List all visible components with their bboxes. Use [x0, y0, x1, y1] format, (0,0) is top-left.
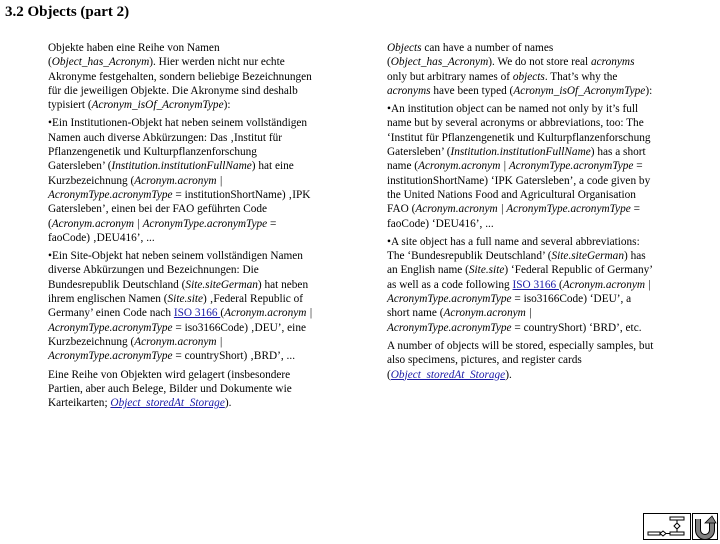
text-line [48, 249, 343, 263]
text-segment: also specimens, pictures, and register cards [387, 354, 582, 367]
text-line [48, 217, 343, 231]
text-segment: have been typed ( [430, 84, 514, 97]
text-segment: •An institution object can be named not only by it’s full [387, 103, 639, 116]
text-segment: ( [387, 368, 391, 381]
text-line [387, 292, 707, 306]
paragraph [387, 41, 707, 98]
text-segment: Objekte haben eine Reihe von Namen [48, 42, 220, 54]
u-turn-back-icon [693, 514, 717, 539]
text-line [48, 131, 343, 145]
text-line [387, 70, 707, 84]
italic-term: AcronymType.acronymType [387, 293, 512, 306]
text-line [48, 368, 343, 382]
text-segment: ihrem englischen Namen ( [48, 293, 168, 306]
slide-title: 3.2 Objects (part 2) [5, 4, 130, 20]
text-line [48, 145, 343, 159]
text-segment: Gatersleben’ ( [48, 160, 112, 173]
text-segment: ( [220, 307, 225, 320]
text-segment: = iso3166Code) ‘DEU’, a [511, 293, 632, 306]
text-line [387, 278, 707, 292]
text-line [387, 339, 707, 353]
paragraph [387, 102, 707, 231]
link[interactable]: Object_storedAt_Storage [110, 397, 225, 410]
text-segment: = iso3166Code) ‚DEU’, eine [172, 321, 306, 334]
text-line [48, 292, 343, 306]
text-segment: = [630, 203, 640, 216]
link[interactable]: Object_storedAt_Storage [390, 368, 506, 381]
text-line [48, 349, 343, 363]
text-segment: faoCode) ‘DEU416’, ... [387, 217, 494, 230]
italic-term: Institution.institutionFullName [450, 146, 591, 159]
text-line [387, 84, 707, 98]
text-line [48, 188, 343, 202]
italic-term: acronyms [387, 84, 431, 97]
italic-term: Object_has_Acronym [390, 56, 489, 69]
text-line [48, 55, 343, 69]
text-segment: Partien, aber auch Belege, Bilder und Dokumente wie [48, 382, 292, 395]
text-segment: the United Nations Food and Agricultural Organisation [387, 188, 636, 201]
text-segment: = [633, 160, 643, 173]
text-line [387, 159, 707, 173]
text-segment: •A site object has a full name and several abbreviations: [387, 235, 640, 248]
text-segment: Kurzbezeichnung ( [48, 335, 135, 348]
link[interactable]: ISO 3166 [173, 307, 221, 320]
text-line [48, 306, 343, 320]
text-line [48, 159, 343, 173]
italic-term: Site.site [468, 264, 505, 277]
text-line [48, 98, 343, 112]
text-segment: Bundesrepublik Deutschland ( [48, 278, 186, 291]
text-line [48, 278, 343, 292]
text-line [48, 174, 343, 188]
text-segment: an English name ( [387, 264, 469, 277]
italic-term: objects [512, 70, 545, 83]
text-segment: . That’s why the [544, 70, 618, 83]
italic-term: Acronym.acronym | [224, 307, 313, 320]
italic-term: Acronym_isOf_AcronymType [513, 84, 646, 97]
italic-term: Acronym.acronym | [562, 278, 651, 291]
text-segment: ). [505, 368, 512, 381]
text-segment: ). [224, 397, 232, 410]
text-segment: = [267, 217, 277, 230]
italic-term: acronyms [590, 56, 635, 69]
italic-term: Acronym.acronym | [134, 335, 223, 348]
italic-term: Objects [387, 42, 422, 54]
text-line [48, 231, 343, 245]
text-line [387, 263, 707, 277]
paragraph [48, 249, 343, 363]
text-segment: ) has [623, 250, 646, 263]
text-segment: name but by several acronyms or abbreviations, too: The [387, 117, 644, 130]
text-segment: Kurzbezeichnung ( [48, 174, 135, 187]
text-line [48, 263, 343, 277]
text-line [48, 335, 343, 349]
text-line [48, 382, 343, 396]
italic-term: AcronymType.acronymType [387, 321, 512, 334]
back-nav-button[interactable] [692, 513, 718, 540]
paragraph [48, 41, 343, 112]
text-line [387, 353, 707, 367]
italic-term: Site.siteGerman [185, 278, 258, 291]
text-line [387, 368, 707, 382]
text-segment: ( [387, 56, 391, 69]
text-line [48, 84, 343, 98]
text-segment: ). We do not store real [488, 56, 591, 69]
italic-term: Acronym.acronym | AcronymType.acronymType [418, 160, 634, 173]
text-line [387, 55, 707, 69]
text-segment: Pflanzengenetik und Kulturpflanzenforschung [48, 146, 257, 159]
text-line [387, 145, 707, 159]
italic-term: Acronym_isOf_AcronymType [91, 99, 224, 112]
text-segment: für die jeweiligen Objekte. Die Akronyme sind deshalb [48, 84, 298, 97]
paragraph [387, 235, 707, 335]
text-segment: ): [645, 84, 653, 97]
text-line [387, 41, 707, 55]
text-line [48, 41, 343, 55]
text-line [387, 202, 707, 216]
italic-term: AcronymType.acronymType [48, 321, 173, 334]
text-line [387, 102, 707, 116]
italic-term: AcronymType.acronymType [48, 188, 173, 201]
diagram-icon [644, 514, 690, 539]
text-line [387, 131, 707, 145]
text-line [48, 396, 343, 410]
text-segment: The ‘Bundesrepublik Deutschland’ ( [387, 250, 552, 263]
text-segment: A number of objects will be stored, especially samples, but [387, 339, 654, 352]
text-segment: short name ( [387, 307, 444, 320]
text-segment: Gatersleben’, einen bei der FAO geführten Code [48, 203, 268, 216]
text-segment: ( [48, 217, 52, 230]
text-segment: can have a number of names [421, 42, 554, 54]
text-line [387, 249, 707, 263]
paragraph [387, 339, 707, 382]
text-segment: Gatersleben’ ( [387, 146, 451, 159]
italic-term: Object_has_Acronym [51, 56, 150, 69]
text-segment: as well as a code following [387, 278, 513, 291]
italic-term: Site.site [167, 293, 203, 306]
text-segment: Akronyme festgehalten, sondern beliebige Bezeichnungen [48, 70, 312, 83]
text-segment: faoCode) ‚DEU416’, ... [48, 231, 155, 244]
text-segment: = countryShort) ‘BRD’, etc. [511, 321, 642, 334]
italic-term: Acronym.acronym | [443, 307, 532, 320]
text-segment: = countryShort) ‚BRD’, ... [172, 350, 296, 363]
text-segment: Eine Reihe von Objekten wird gelagert (insbesondere [48, 368, 291, 381]
text-segment: ( [558, 278, 563, 291]
text-segment: ) has a short [590, 146, 646, 159]
text-segment: Karteikarten; [48, 397, 111, 410]
text-line [387, 116, 707, 130]
text-segment: institutionShortName) ‘IPK Gatersleben’, a code given by [387, 174, 651, 187]
paragraph [48, 368, 343, 411]
text-segment: = institutionShortName) ‚IPK [172, 188, 311, 201]
italic-term: Acronym.acronym | AcronymType.acronymType [415, 203, 631, 216]
text-line [387, 174, 707, 188]
text-line [48, 202, 343, 216]
text-line [387, 188, 707, 202]
text-line [387, 217, 707, 231]
diagram-nav-button[interactable] [643, 513, 691, 540]
english-text-column [387, 41, 707, 386]
text-segment: ( [48, 56, 52, 69]
italic-term: Acronym.acronym | [134, 174, 223, 187]
text-segment: typisiert ( [48, 99, 92, 112]
text-segment: •Ein Institutionen-Objekt hat neben seinem vollständigen [48, 117, 308, 130]
text-segment: diverse Abkürzungen und Bezeichnungen: Die [48, 264, 259, 277]
italic-term: Acronym.acronym | AcronymType.acronymType [51, 217, 268, 230]
text-segment: ). Hier werden nicht nur echte [149, 56, 285, 69]
text-segment: ) ‘Federal Republic of Germany’ [504, 264, 654, 277]
link[interactable]: ISO 3166 [512, 278, 559, 291]
text-segment: ‘Institut für Pflanzengenetik und Kulturpflanzenforschung [387, 131, 651, 144]
text-line [48, 321, 343, 335]
paragraph [48, 116, 343, 245]
italic-term: Institution.institutionFullName [111, 160, 252, 173]
text-segment: FAO ( [387, 203, 416, 216]
text-segment: name ( [387, 160, 419, 173]
text-segment: ) ‚Federal Republic of [202, 293, 304, 306]
text-line [387, 235, 707, 249]
text-segment: Germany’ einen Code nach [48, 307, 174, 320]
text-line [387, 306, 707, 320]
text-line [48, 70, 343, 84]
italic-term: AcronymType.acronymType [48, 350, 173, 363]
italic-term: Site.siteGerman [551, 250, 624, 263]
text-line [387, 321, 707, 335]
text-segment: ): [223, 99, 231, 112]
text-segment: •Ein Site-Objekt hat neben seinem vollständigen Namen [48, 250, 303, 263]
german-text-column [48, 41, 343, 414]
text-segment: only but arbitrary names of [387, 70, 513, 83]
text-segment: Namen auch diverse Abkürzungen: Das ‚Institut für [48, 131, 283, 144]
text-line [48, 116, 343, 130]
text-segment: ) hat eine [251, 160, 294, 173]
text-segment: ) hat neben [257, 278, 309, 291]
